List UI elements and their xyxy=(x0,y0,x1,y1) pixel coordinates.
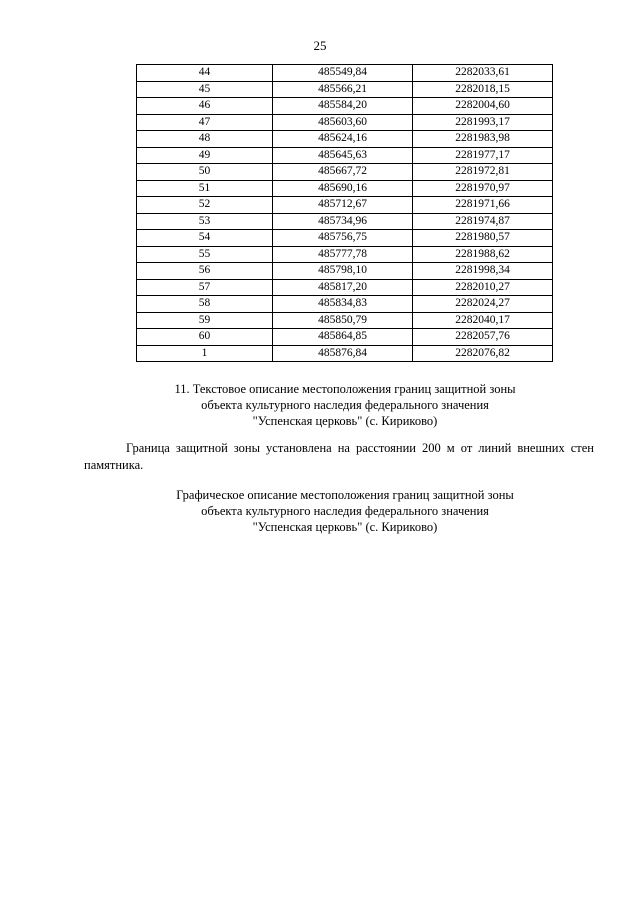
table-row xyxy=(137,164,553,181)
x-coordinate-cell: 485834,83 xyxy=(273,296,413,313)
point-number-cell: 44 xyxy=(137,65,273,82)
point-number-cell: 46 xyxy=(137,98,273,115)
x-coordinate-cell: 485566,21 xyxy=(273,81,413,98)
y-coordinate-cell: 2282004,60 xyxy=(413,98,553,115)
x-coordinate-cell: 485712,67 xyxy=(273,197,413,214)
x-coordinate-cell: 485777,78 xyxy=(273,246,413,263)
point-number-cell: 56 xyxy=(137,263,273,280)
table-row xyxy=(137,114,553,131)
x-coordinate-cell: 485584,20 xyxy=(273,98,413,115)
y-coordinate-cell: 2281971,66 xyxy=(413,197,553,214)
table-row xyxy=(137,65,553,82)
y-coordinate-cell: 2281980,57 xyxy=(413,230,553,247)
protection-zone-paragraph: Граница защитной зоны установлена на расстоянии 200 м от линий внешних стен памятника. xyxy=(84,441,594,472)
y-coordinate-cell: 2282033,61 xyxy=(413,65,553,82)
section-title-line: "Успенская церковь" (с. Кириково) xyxy=(252,414,438,428)
table-row xyxy=(137,197,553,214)
y-coordinate-cell: 2281972,81 xyxy=(413,164,553,181)
point-number-cell: 45 xyxy=(137,81,273,98)
y-coordinate-cell: 2282076,82 xyxy=(413,345,553,362)
table-row xyxy=(137,180,553,197)
y-coordinate-cell: 2282040,17 xyxy=(413,312,553,329)
table-row xyxy=(137,131,553,148)
section-title-line: 11. Текстовое описание местоположения границ защитной зоны xyxy=(174,382,516,396)
point-number-cell: 57 xyxy=(137,279,273,296)
point-number-cell: 50 xyxy=(137,164,273,181)
table-row xyxy=(137,329,553,346)
table-row xyxy=(137,230,553,247)
table-row xyxy=(137,279,553,296)
x-coordinate-cell: 485645,63 xyxy=(273,147,413,164)
table-row xyxy=(137,263,553,280)
point-number-cell: 59 xyxy=(137,312,273,329)
y-coordinate-cell: 2281998,34 xyxy=(413,263,553,280)
point-number-cell: 58 xyxy=(137,296,273,313)
section-title xyxy=(0,381,640,429)
x-coordinate-cell: 485667,72 xyxy=(273,164,413,181)
y-coordinate-cell: 2281988,62 xyxy=(413,246,553,263)
x-coordinate-cell: 485817,20 xyxy=(273,279,413,296)
table-row xyxy=(137,296,553,313)
x-coordinate-cell: 485690,16 xyxy=(273,180,413,197)
y-coordinate-cell: 2282010,27 xyxy=(413,279,553,296)
y-coordinate-cell: 2282018,15 xyxy=(413,81,553,98)
y-coordinate-cell: 2281970,97 xyxy=(413,180,553,197)
table-row xyxy=(137,246,553,263)
table-row xyxy=(137,345,553,362)
section-title-line: объекта культурного наследия федерального значения xyxy=(201,398,489,412)
y-coordinate-cell: 2281983,98 xyxy=(413,131,553,148)
point-number-cell: 60 xyxy=(137,329,273,346)
point-number-cell: 51 xyxy=(137,180,273,197)
x-coordinate-cell: 485734,96 xyxy=(273,213,413,230)
y-coordinate-cell: 2281977,17 xyxy=(413,147,553,164)
table-row xyxy=(137,312,553,329)
graphic-description-title xyxy=(0,487,640,535)
graphic-title-line: объекта культурного наследия федерального значения xyxy=(201,504,489,518)
x-coordinate-cell: 485798,10 xyxy=(273,263,413,280)
graphic-title-line: "Успенская церковь" (с. Кириково) xyxy=(252,520,438,534)
x-coordinate-cell: 485624,16 xyxy=(273,131,413,148)
y-coordinate-cell: 2282024,27 xyxy=(413,296,553,313)
point-number-cell: 54 xyxy=(137,230,273,247)
x-coordinate-cell: 485864,85 xyxy=(273,329,413,346)
y-coordinate-cell: 2281974,87 xyxy=(413,213,553,230)
table-row xyxy=(137,147,553,164)
graphic-title-line: Графическое описание местоположения границ защитной зоны xyxy=(176,488,514,502)
point-number-cell: 55 xyxy=(137,246,273,263)
x-coordinate-cell: 485876,84 xyxy=(273,345,413,362)
y-coordinate-cell: 2282057,76 xyxy=(413,329,553,346)
coordinates-table xyxy=(136,64,553,362)
table-row xyxy=(137,98,553,115)
x-coordinate-cell: 485850,79 xyxy=(273,312,413,329)
y-coordinate-cell: 2281993,17 xyxy=(413,114,553,131)
point-number-cell: 53 xyxy=(137,213,273,230)
point-number-cell: 52 xyxy=(137,197,273,214)
table-row xyxy=(137,81,553,98)
x-coordinate-cell: 485756,75 xyxy=(273,230,413,247)
x-coordinate-cell: 485603,60 xyxy=(273,114,413,131)
table-row xyxy=(137,213,553,230)
point-number-cell: 47 xyxy=(137,114,273,131)
page-number: 25 xyxy=(313,38,327,53)
point-number-cell: 1 xyxy=(137,345,273,362)
point-number-cell: 48 xyxy=(137,131,273,148)
x-coordinate-cell: 485549,84 xyxy=(273,65,413,82)
point-number-cell: 49 xyxy=(137,147,273,164)
